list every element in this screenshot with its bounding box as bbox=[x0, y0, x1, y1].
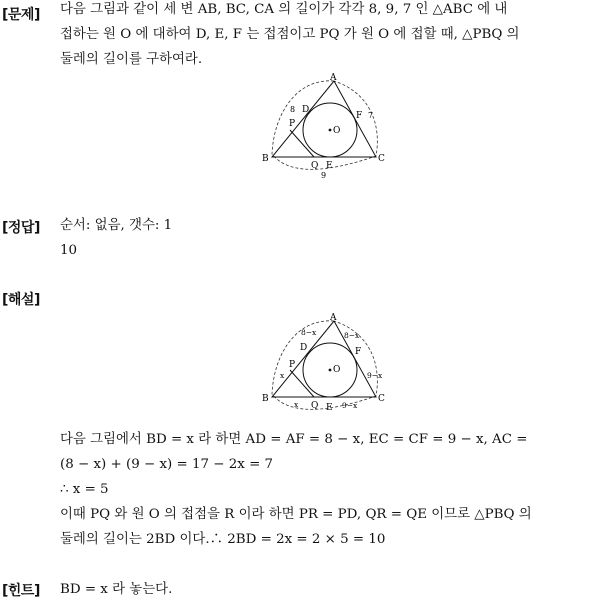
solution-line-4: 이때 PQ 와 원 O 의 접점을 R 이라 하면 PR = PD, QR = QE 이므로 △PBQ 의 bbox=[60, 507, 532, 522]
figure2-length-bd: x bbox=[280, 371, 285, 380]
solution-text bbox=[60, 427, 590, 552]
solution-line-5: 둘레의 길이는 2BD 이다.∴ 2BD = 2x = 2 × 5 = 10 bbox=[60, 532, 386, 547]
figure1-label-F: F bbox=[356, 111, 363, 121]
hint-text: BD = x 라 놓는다. bbox=[60, 582, 173, 597]
figure1-label-D: D bbox=[302, 105, 310, 115]
figure1-label-O: O bbox=[333, 126, 341, 136]
figure2-length-be: x bbox=[294, 400, 299, 409]
figure2-label-P: P bbox=[289, 360, 296, 370]
solution-line-2: (8 − x) + (9 − x) = 17 − 2x = 7 bbox=[60, 457, 274, 472]
problem-line-2: 접하는 원 O 에 대하여 D, E, F 는 접점이고 PQ 가 원 O 에 접할 때, △PBQ 의 bbox=[60, 27, 520, 42]
figure2-label-A: A bbox=[330, 313, 337, 323]
figure2-label-F: F bbox=[355, 347, 362, 357]
figure2-label-D: D bbox=[300, 343, 308, 353]
answer-text bbox=[60, 213, 590, 263]
figure1-label-P: P bbox=[289, 119, 296, 129]
figure2-length-ec: 9−x bbox=[342, 401, 358, 410]
figure1-label-C: C bbox=[378, 154, 385, 164]
figure1-center-dot bbox=[329, 129, 332, 132]
solution-figure bbox=[258, 312, 394, 420]
answer-value: 10 bbox=[60, 243, 78, 258]
problem-label: [문제] bbox=[2, 7, 40, 23]
figure2-label-B: B bbox=[262, 394, 269, 404]
answer-label: [정답] bbox=[2, 220, 40, 236]
figure2-length-af: 8−x bbox=[344, 331, 360, 340]
figure2-triangle bbox=[272, 321, 376, 397]
figure1-side-bc: 9 bbox=[321, 171, 327, 180]
solution-line-1: 다음 그림에서 BD = x 라 하면 AD = AF = 8 − x, EC = CF = 9 − x, AC = bbox=[60, 432, 528, 447]
solution-label: [해설] bbox=[2, 292, 40, 308]
figure1-label-Q: Q bbox=[311, 161, 319, 171]
figure2-label-Q: Q bbox=[311, 401, 319, 411]
figure2-tangent-pq bbox=[290, 370, 314, 397]
figure1-label-E: E bbox=[326, 161, 333, 171]
figure1-label-A: A bbox=[330, 73, 337, 83]
figure1-label-B: B bbox=[262, 154, 269, 164]
figure1-side-ac: 7 bbox=[368, 111, 374, 120]
figure2-label-C: C bbox=[378, 394, 385, 404]
solution-line-3: ∴ x = 5 bbox=[60, 482, 109, 497]
problem-line-3: 둘레의 길이를 구하여라. bbox=[60, 52, 203, 67]
figure2-label-O: O bbox=[333, 365, 341, 375]
figure1-tangent-pq bbox=[290, 130, 314, 157]
problem-line-1: 다음 그림과 같이 세 변 AB, BC, CA 의 길이가 각각 8, 9, 7 인 △ABC 에 내 bbox=[60, 2, 508, 17]
hint-label: [힌트] bbox=[2, 583, 40, 599]
figure2-length-fc: 9−x bbox=[367, 371, 383, 380]
problem-figure bbox=[258, 72, 394, 180]
problem-text bbox=[60, 0, 590, 72]
figure1-side-ab: 8 bbox=[290, 105, 296, 114]
answer-meta: 순서: 없음, 갯수: 1 bbox=[60, 218, 173, 233]
figure2-center-dot bbox=[329, 369, 332, 372]
figure2-label-E: E bbox=[326, 403, 333, 413]
figure2-length-ad: 8−x bbox=[301, 328, 317, 337]
